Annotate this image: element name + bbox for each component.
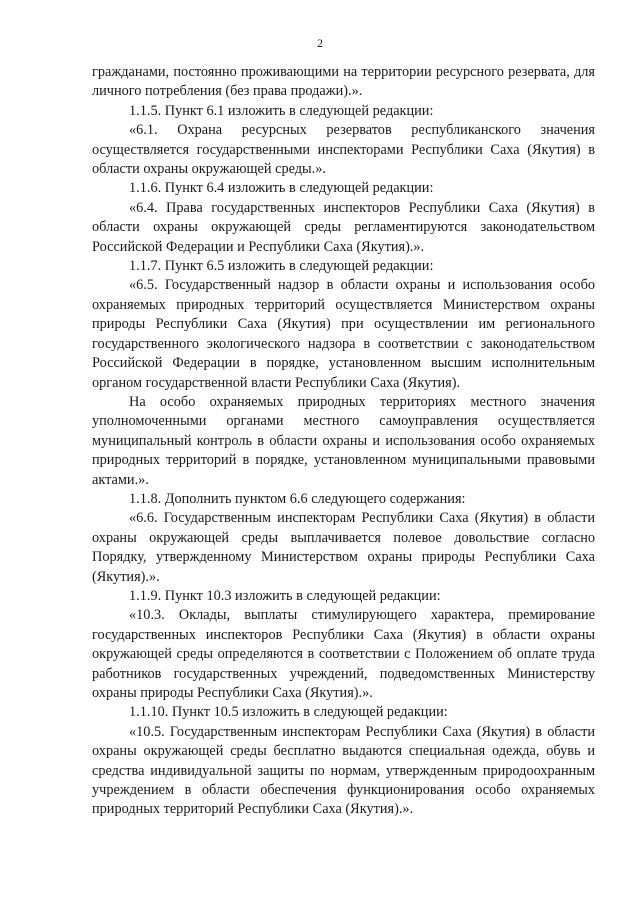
paragraph: 1.1.9. Пункт 10.3 изложить в следующей редакции: xyxy=(129,587,441,604)
page-number: 2 xyxy=(317,36,323,50)
paragraph: 1.1.7. Пункт 6.5 изложить в следующей редакции: xyxy=(129,258,434,275)
paragraph: На особо охраняемых природных территориях местного значения уполномоченными органами местного самоуправления осуществляется муниципальный контроль в области охраны и использования особо охраняемых природных территорий в порядке, установленном муниципальными правовыми актами.». xyxy=(92,393,595,488)
paragraph: «6.5. Государственный надзор в области охраны и использования особо охраняемых природных территорий осуществляется Министерством охраны природы Республики Саха (Якутия) при осуществлении им регионального государственного экологического надзора в соответствии с законодательством Российской Федерации в порядке, установленном высшим исполнительным органом государственной власти Республики Саха (Якутия). xyxy=(92,277,595,391)
paragraph: «6.1. Охрана ресурсных резерватов республиканского значения осуществляется государственными инспекторами Республики Саха (Якутия) в области охраны окружающей среды.». xyxy=(92,122,595,178)
document-body xyxy=(92,63,595,820)
paragraph: 1.1.8. Дополнить пунктом 6.6 следующего содержания: xyxy=(129,490,466,507)
paragraph: 1.1.5. Пункт 6.1 изложить в следующей редакции: xyxy=(129,102,434,119)
paragraph: гражданами, постоянно проживающими на территории ресурсного резервата, для личного потребления (без права продажи).». xyxy=(92,64,595,100)
paragraph: «6.6. Государственным инспекторам Республики Саха (Якутия) в области охраны окружающей среды выплачивается полевое довольствие согласно Порядку, утвержденному Министерством охраны природы Республики Саха (Якутия).». xyxy=(92,510,595,585)
paragraph: «10.3. Оклады, выплаты стимулирующего характера, премирование государственных инспекторов Республики Саха (Якутия) в области охраны окружающей среды определяются в соответствии с Положением об оплате труда работников государственных учреждений, подведомственных Министерству охраны природы Республики Саха (Якутия).». xyxy=(92,607,595,701)
paragraph: 1.1.10. Пункт 10.5 изложить в следующей редакции: xyxy=(129,704,448,721)
paragraph: 1.1.6. Пункт 6.4 изложить в следующей редакции: xyxy=(129,180,434,197)
paragraph: «6.4. Права государственных инспекторов Республики Саха (Якутия) в области охраны окружающей среды регламентируются законодательством Российской Федерации и Республики Саха (Якутия).». xyxy=(92,199,595,255)
paragraph: «10.5. Государственным инспекторам Республики Саха (Якутия) в области охраны окружающей среды бесплатно выдаются специальная одежда, обувь и средства индивидуальной защиты по нормам, утвержденным природоохранным учреждением в области обеспечения функционирования особо охраняемых природных территорий Республики Саха (Якутия).». xyxy=(92,723,595,818)
